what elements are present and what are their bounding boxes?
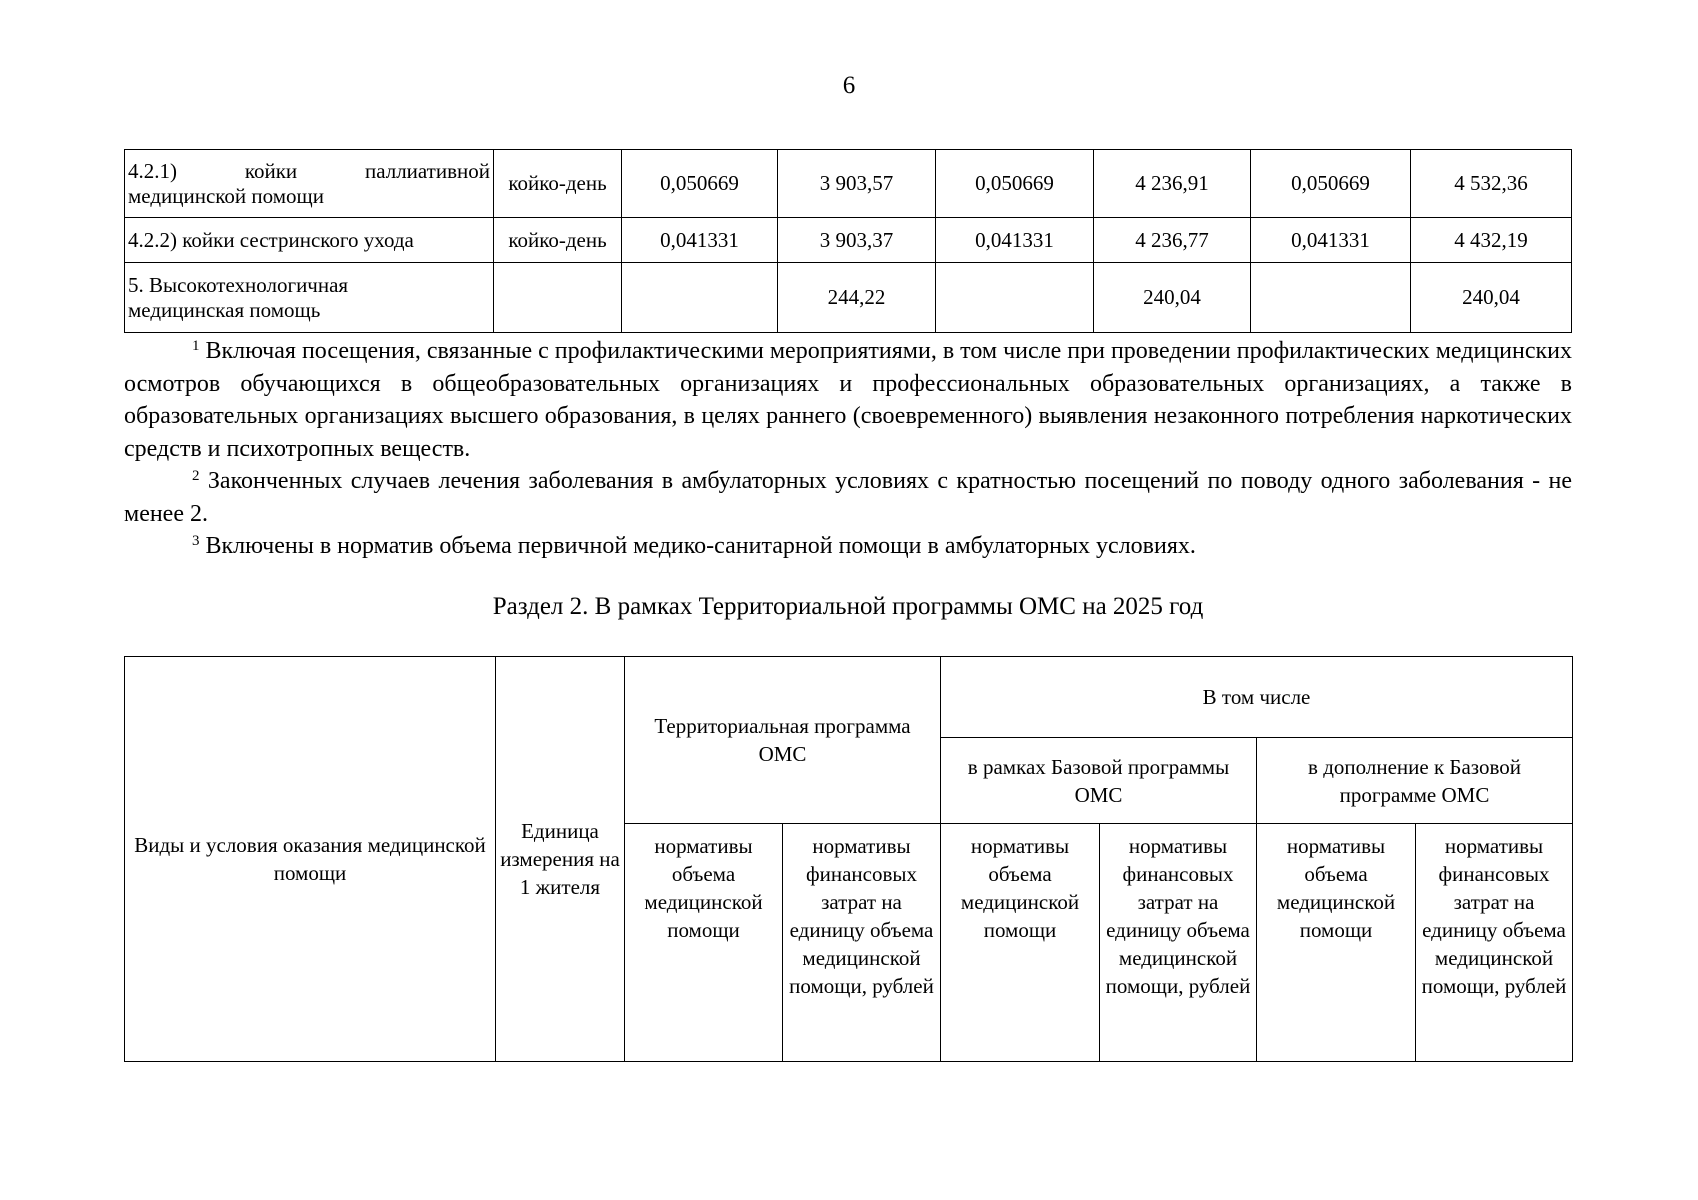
footnote	[124, 335, 1572, 465]
footnotes	[124, 335, 1572, 563]
footnote-text: Включая посещения, связанные с профилактическими мероприятиями, в том числе при проведении профилактических медицинских осмотров обучающихся в общеобразовательных организациях и профессиональных образовательных организациях, а также в образовательных организациях высшего образования, в целях раннего (своевременного) выявления незаконного потребления наркотических средств и психотропных веществ.	[124, 338, 1573, 462]
value-cell: 0,050669	[622, 150, 778, 218]
value-cell: 0,050669	[936, 150, 1094, 218]
header-addition-program: в дополнение к Базовой программе ОМС	[1257, 738, 1573, 824]
header-types-of-care: Виды и условия оказания медицинской помощи	[125, 657, 496, 1062]
row-name-cell	[125, 150, 494, 218]
value-cell: 0,050669	[1251, 150, 1411, 218]
footnote-mark: 3	[192, 533, 200, 549]
value-cell: 4 532,36	[1411, 150, 1572, 218]
value-cell: 4 432,19	[1411, 218, 1572, 263]
header-norm-costs: нормативы финансовых затрат на единицу объема медицинской помощи, рублей	[1416, 824, 1573, 1062]
value-cell: 3 903,37	[778, 218, 936, 263]
value-cell	[936, 263, 1094, 333]
value-cell: 4 236,91	[1094, 150, 1251, 218]
value-cell: 0,041331	[622, 218, 778, 263]
footnote-mark: 2	[192, 468, 200, 484]
header-row	[125, 657, 1573, 738]
header-norm-volume: нормативы объема медицинской помощи	[625, 824, 783, 1062]
header-unit: Единица измерения на 1 жителя	[496, 657, 625, 1062]
value-cell: 244,22	[778, 263, 936, 333]
volume-table-continued	[124, 149, 1572, 333]
header-including: В том числе	[941, 657, 1573, 738]
value-cell: 0,041331	[936, 218, 1094, 263]
value-cell: 240,04	[1094, 263, 1251, 333]
footnote	[124, 530, 1572, 563]
header-norm-costs: нормативы финансовых затрат на единицу объема медицинской помощи, рублей	[783, 824, 941, 1062]
header-norm-volume: нормативы объема медицинской помощи	[941, 824, 1100, 1062]
unit-cell	[494, 263, 622, 333]
row-name-line: 5. Высокотехнологичная	[128, 272, 349, 297]
value-cell: 240,04	[1411, 263, 1572, 333]
value-cell: 0,041331	[1251, 218, 1411, 263]
row-name-line: медицинской помощи	[128, 183, 324, 208]
row-name-cell: 4.2.2) койки сестринского ухода	[125, 218, 494, 263]
unit-cell: койко-день	[494, 150, 622, 218]
section-2-header-table	[124, 656, 1573, 1062]
header-base-program: в рамках Базовой программы ОМС	[941, 738, 1257, 824]
footnote-mark: 1	[192, 338, 200, 354]
header-norm-volume: нормативы объема медицинской помощи	[1257, 824, 1416, 1062]
footnote-text: Законченных случаев лечения заболевания в амбулаторных условиях с кратностью посещений по поводу одного заболевания - не менее 2.	[124, 468, 1572, 527]
header-territorial-program: Территориальная программа ОМС	[625, 657, 941, 824]
value-cell	[1251, 263, 1411, 333]
table-row	[125, 218, 1572, 263]
table-row	[125, 150, 1572, 218]
row-name-cell	[125, 263, 494, 333]
value-cell: 4 236,77	[1094, 218, 1251, 263]
unit-cell: койко-день	[494, 218, 622, 263]
value-cell	[622, 263, 778, 333]
row-name-line: медицинская помощь	[128, 297, 321, 322]
section-title: Раздел 2. В рамках Территориальной программы ОМС на 2025 год	[492, 593, 1204, 620]
row-name-line: 4.2.1) койки паллиативной	[128, 158, 490, 183]
page-number: 6	[842, 72, 856, 99]
footnote	[124, 465, 1572, 530]
table-row	[125, 263, 1572, 333]
value-cell: 3 903,57	[778, 150, 936, 218]
header-norm-costs: нормативы финансовых затрат на единицу объема медицинской помощи, рублей	[1100, 824, 1257, 1062]
footnote-text: Включены в норматив объема первичной медико-санитарной помощи в амбулаторных условиях.	[205, 533, 1196, 559]
